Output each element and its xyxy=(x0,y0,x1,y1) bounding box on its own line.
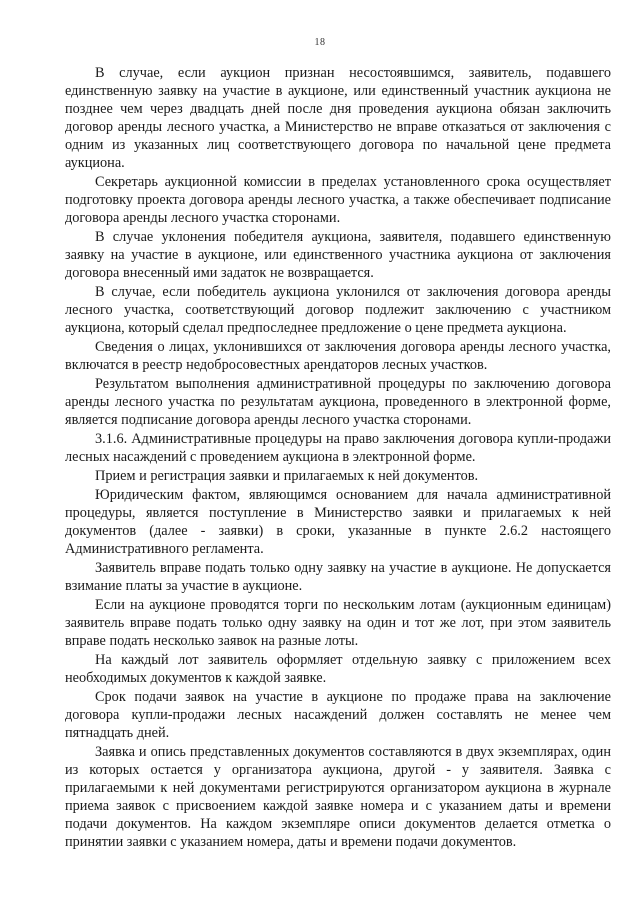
paragraph: Юридическим фактом, являющимся основанием для начала административной процедуры, является поступление в Министерство заявки и прилагаемых к ней документов (далее - заявки) в сроки, указанные в пункте 2.6.2 настоящего Административного регламента. xyxy=(65,487,611,557)
paragraph: В случае, если аукцион признан несостоявшимся, заявитель, подавшего единственную заявку на участие в аукционе, или единственный участник аукциона не позднее чем через двадцать дней после дня проведения аукциона обязан заключить договор аренды лесного участка, а Министерство не вправе отказаться от заключения с одним из указанных лиц соответствующего договора по начальной цене предмета аукциона. xyxy=(65,65,611,171)
section-heading: 3.1.6. Административные процедуры на право заключения договора купли-продажи лесных насаждений с проведением аукциона в электронной форме. xyxy=(65,430,611,465)
paragraph: В случае уклонения победителя аукциона, заявителя, подавшего единственную заявку на участие в аукционе, или единственного участника аукциона от заключения договора внесенный ими задаток не возвращается. xyxy=(65,228,611,281)
paragraph: Срок подачи заявок на участие в аукционе по продаже права на заключение договора купли-продажи лесных насаждений должен составлять не менее чем пятнадцать дней. xyxy=(65,689,611,742)
paragraph: На каждый лот заявитель оформляет отдельную заявку с приложением всех необходимых документов к каждой заявке. xyxy=(65,652,611,687)
paragraph: Прием и регистрация заявки и прилагаемых к ней документов. xyxy=(95,468,479,485)
document-body xyxy=(65,65,611,853)
paragraph: Секретарь аукционной комиссии в пределах установленного срока осуществляет подготовку проекта договора аренды лесного участка, а также обеспечивает подписание договора аренды лесного участка сторонами. xyxy=(65,173,611,226)
paragraph: В случае, если победитель аукциона уклонился от заключения договора аренды лесного участка, соответствующий договор подлежит заключению с участником аукциона, который сделал предпоследнее предложение о цене предмета аукциона. xyxy=(65,283,611,336)
paragraph: Сведения о лицах, уклонившихся от заключения договора аренды лесного участка, включатся в реестр недобросовестных арендаторов лесных участков. xyxy=(65,338,611,373)
paragraph: Если на аукционе проводятся торги по нескольким лотам (аукционным единицам) заявитель вправе подать только одну заявку на один и тот же лот, при этом заявитель вправе подать несколько заявок на разные лоты. xyxy=(65,597,611,650)
paragraph: Заявитель вправе подать только одну заявку на участие в аукционе. Не допускается взимание платы за участие в аукционе. xyxy=(65,560,611,595)
paragraph: Заявка и опись представленных документов составляются в двух экземплярах, один из которых остается у организатора аукциона, другой - у заявителя. Заявка с прилагаемыми к ней документами регистрируются организатором аукциона в журнале приема заявок с присвоением каждой заявке номера и с указанием даты и времени подачи документов. На каждом экземпляре описи документов делается отметка о принятии заявки с указанием номера, даты и времени подачи документов. xyxy=(65,744,611,850)
paragraph: Результатом выполнения административной процедуры по заключению договора аренды лесного участка по результатам аукциона, проведенного в электронной форме, является подписание договора аренды лесного участка сторонами. xyxy=(65,375,611,428)
page-number: 18 xyxy=(314,37,326,48)
